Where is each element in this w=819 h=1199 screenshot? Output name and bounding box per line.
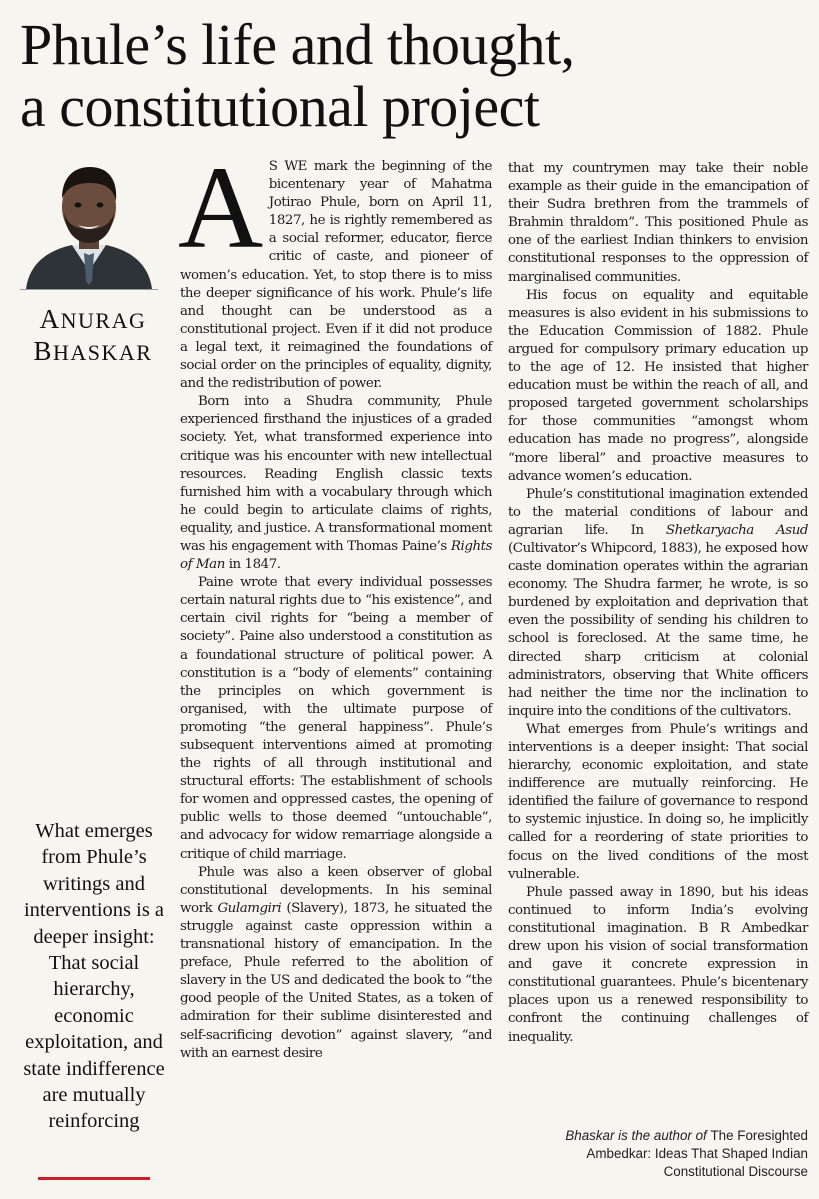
paragraph-6: His focus on equality and equitable measures is also evident in his submissions to the Education Commission of 1882. Phule argued for compulsory primary education up to the age of 12. He insisted that higher education must be within the reach of all, and proposed targeted government scholarships for those communities “amongst whom education has made no progress”, alongside “more liberal” and proactive measures to advance women’s education. — [508, 287, 808, 484]
author-credit-prefix: Bhaskar is the author of — [565, 1128, 711, 1143]
drop-cap: A — [178, 142, 263, 273]
article-column-2 — [508, 160, 808, 1047]
author-first-name: ANURAG — [39, 304, 147, 334]
author-photo — [20, 155, 158, 290]
article-column-1 — [178, 142, 492, 1063]
paragraph-1 — [178, 142, 492, 393]
author-portrait-icon — [20, 155, 158, 289]
paragraph-2 — [180, 393, 492, 574]
book-title-gulamgiri: Gulamgiri — [217, 900, 282, 916]
headline-line-2: a constitutional project — [20, 74, 540, 139]
author-name — [18, 304, 168, 368]
paragraph-1-text: S WE mark the beginning of the bicentenary year of Mahatma Jotirao Phule, born on April 11, 1827, he is rightly remembered as a social reformer, educator, fierce critic of caste, and pioneer of women’s education. Yet, to stop there is to miss the deeper significance of his work. Phule’s life and thought can be understood as a constitutional project. Even if it did not produce a legal text, it reimagined the foundations of social order on the principles of equality, dignity, and the redistribution of power. — [180, 159, 492, 392]
paragraph-7-text-b: (Cultivator’s Whipcord, 1883), he exposed how caste domination operates within the agrarian economy. The Shudra farmer, he wrote, is so burdened by exploitation and deprivation that even the possibility of sending his children to school is foreclosed. At the same time, he directed sharp criticism at colonial administrators, observing that White officers had neither the time nor the inclination to inquire into the conditions of the cultivators. — [508, 540, 808, 719]
author-credit-book: The Foresighted Ambedkar: Ideas That Shaped Indian Constitutional Discourse — [586, 1128, 808, 1179]
paragraph-9: Phule passed away in 1890, but his ideas continued to inform India’s evolving constitutional imagination. B R Ambedkar drew upon his vision of social transformation and gave it concrete expression in constitutional guarantees. Phule’s bicentenary places upon us a renewed responsibility to confront the continuing challenges of inequality. — [508, 884, 808, 1045]
paragraph-5: that my countrymen may take their noble example as their guide in the emancipation of their Sudra brethren from the trammels of Brahmin thraldom”. This positioned Phule as one of the earliest Indian thinkers to envision constitutional responses to the oppression of marginalised communities. — [508, 161, 808, 285]
author-last-name: BHASKAR — [33, 336, 153, 366]
pull-quote: What emerges from Phule’s writings and interventions is a deeper insight: That social hierarchy, economic exploitation, and state indifference are mutually reinforcing — [23, 820, 165, 1133]
paragraph-2-text-b: in 1847. — [224, 557, 281, 573]
paragraph-3: Paine wrote that every individual possesses certain natural rights due to “his existence”, and certain civil rights for “being a member of society”. Paine also understood a constitution as a foundational structure of political power. A constitution is a “body of elements” containing the principles on which government is organised, with the ultimate purpose of promoting “the general happiness”. Phule’s subsequent interventions aimed at promoting the rights of all through institutional and structural efforts: The establishment of schools for women and oppressed castes, the opening of public wells to those deemed “untouchable”, and advocacy for widow remarriage alongside a critique of child marriage. — [180, 575, 492, 862]
headline — [20, 14, 810, 138]
author-credit — [508, 1127, 808, 1181]
paragraph-7 — [508, 486, 808, 721]
pull-quote-rule — [38, 1177, 150, 1180]
paragraph-4 — [180, 864, 492, 1063]
paragraph-4-text-a: Phule was also a keen observer of global constitutional developments. In his seminal work — [180, 864, 492, 916]
author-box — [18, 155, 168, 368]
paragraph-7-text-a: Phule’s constitutional imagination extended to the material conditions of labour and agrarian life. In — [508, 486, 808, 538]
headline-line-1: Phule’s life and thought, — [20, 12, 575, 77]
book-title-rights-of-man: Rights of Man — [180, 538, 492, 573]
paragraph-2-text-a: Born into a Shudra community, Phule experienced firsthand the injustices of a graded society. Yet, what transformed experience into critique was his encounter with new intellectual resources. Reading English classic texts furnished him with a vocabulary through which he could begin to articulate claims of rights, equality, and justice. A transformational moment was his engagement with Thomas Paine’s — [180, 394, 492, 554]
paragraph-8: What emerges from Phule’s writings and interventions is a deeper insight: That social hierarchy, economic exploitation, and state indifference are mutually reinforcing. He identified the failure of governance to respond to systemic injustice. In doing so, he implicitly called for a reordering of state priorities to focus on the lived conditions of the most vulnerable. — [508, 721, 808, 882]
book-title-shetkaryacha-asud: Shetkaryacha Asud — [665, 522, 808, 538]
paragraph-4-text-b: (Slavery), 1873, he situated the struggle against caste oppression within a transnational history of emancipation. In the preface, Phule referred to the abolition of slavery in the US and dedicated the book to “the good people of the United States, as a token of admiration for their sublime disinterested and self-sacrificing devotion” against slavery, “and with an earnest desire — [180, 900, 492, 1061]
